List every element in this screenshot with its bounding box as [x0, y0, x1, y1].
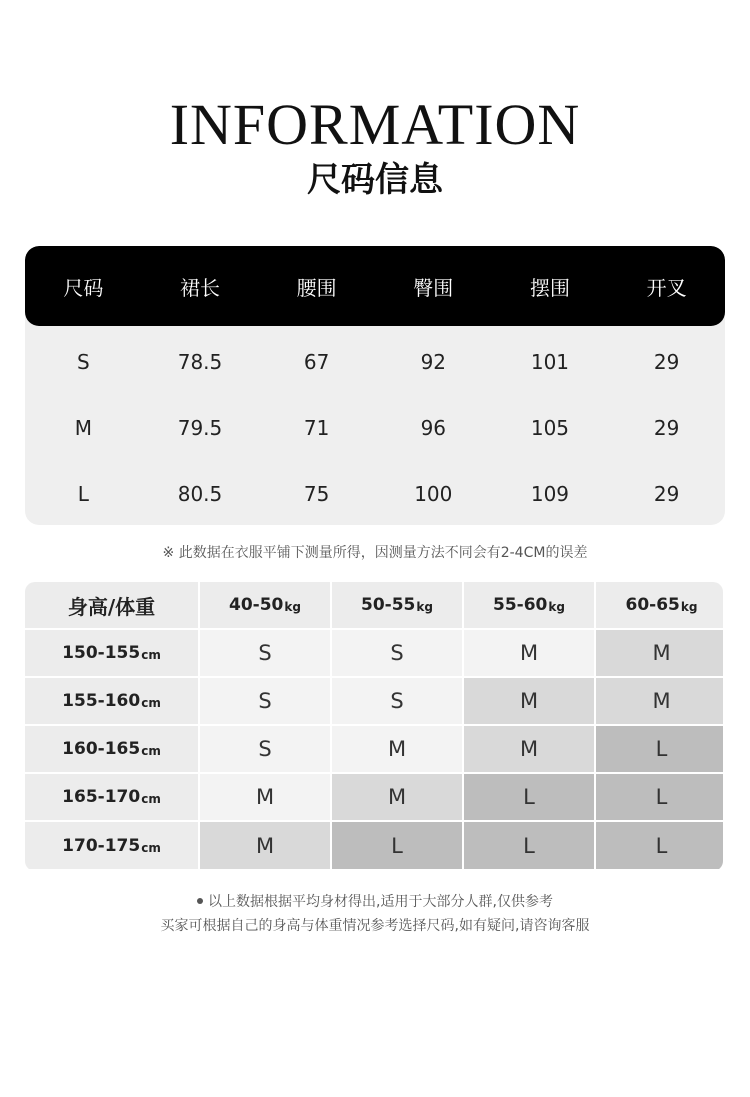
size-cell: S	[332, 630, 462, 676]
cell: 67	[303, 350, 330, 374]
size-cell: M	[464, 726, 594, 772]
cell: M	[74, 416, 92, 440]
size-cell: S	[332, 678, 462, 724]
page-subtitle: 尺码信息	[307, 160, 443, 200]
corner-header: 身高/体重	[25, 582, 198, 628]
weight-header: 60-65 kg	[596, 582, 723, 628]
cell: 96	[420, 416, 447, 440]
cell: 29	[653, 416, 680, 440]
cell: 109	[530, 482, 570, 506]
size-cell: L	[464, 774, 594, 820]
size-cell: M	[596, 630, 723, 676]
height-header: 165-170 cm	[25, 774, 198, 820]
size-cell: M	[464, 630, 594, 676]
header-hem: 摆围	[529, 275, 570, 300]
cell: 105	[530, 416, 570, 440]
size-cell: M	[200, 822, 330, 869]
height-header: 155-160 cm	[25, 678, 198, 724]
cell: 79.5	[177, 416, 223, 440]
header-size: 尺码	[63, 275, 104, 300]
cell: S	[76, 350, 90, 374]
table-row	[25, 329, 725, 395]
weight-header: 55-60 kg	[464, 582, 594, 628]
cell: 80.5	[177, 482, 223, 506]
header-length: 裙长	[179, 275, 220, 300]
weight-header: 40-50 kg	[200, 582, 330, 628]
height-header: 160-165 cm	[25, 726, 198, 772]
cell: L	[77, 482, 89, 506]
cell: 101	[530, 350, 570, 374]
size-cell: L	[464, 822, 594, 869]
size-cell: L	[596, 726, 723, 772]
cell: 29	[653, 350, 680, 374]
bottom-note	[0, 890, 750, 938]
bullet-icon	[197, 898, 203, 904]
cell: 75	[303, 482, 330, 506]
size-cell: S	[200, 678, 330, 724]
weight-header: 50-55 kg	[332, 582, 462, 628]
size-cell: L	[596, 774, 723, 820]
cell: 100	[414, 482, 453, 506]
table-row	[25, 461, 725, 525]
size-cell: M	[464, 678, 594, 724]
header-hip: 臀围	[413, 275, 454, 300]
page-title: INFORMATION	[169, 92, 581, 157]
measure-note: ※ 此数据在衣服平铺下测量所得，因测量方法不同会有2-4CM的误差	[162, 545, 588, 561]
bottom-note-line1: 以上数据根据平均身材得出,适用于大部分人群,仅供参考	[0, 890, 750, 914]
cell: 78.5	[177, 350, 223, 374]
cell: 92	[420, 350, 447, 374]
size-cell: M	[596, 678, 723, 724]
size-cell: L	[596, 822, 723, 869]
cell: 29	[653, 482, 680, 506]
bottom-note-line2: 买家可根据自己的身高与体重情况参考选择尺码,如有疑问,请咨询客服	[160, 918, 590, 934]
height-header: 150-155 cm	[25, 630, 198, 676]
size-cell: M	[332, 726, 462, 772]
table-row	[25, 395, 725, 461]
size-cell: S	[200, 630, 330, 676]
size-table-header	[25, 246, 725, 326]
height-weight-table	[25, 582, 723, 871]
header-slit: 开叉	[646, 275, 687, 300]
cell: 71	[303, 416, 330, 440]
header-waist: 腰围	[296, 275, 337, 300]
size-cell: M	[332, 774, 462, 820]
height-header: 170-175 cm	[25, 822, 198, 869]
size-cell: L	[332, 822, 462, 869]
size-cell: M	[200, 774, 330, 820]
size-table	[25, 246, 725, 525]
size-cell: S	[200, 726, 330, 772]
